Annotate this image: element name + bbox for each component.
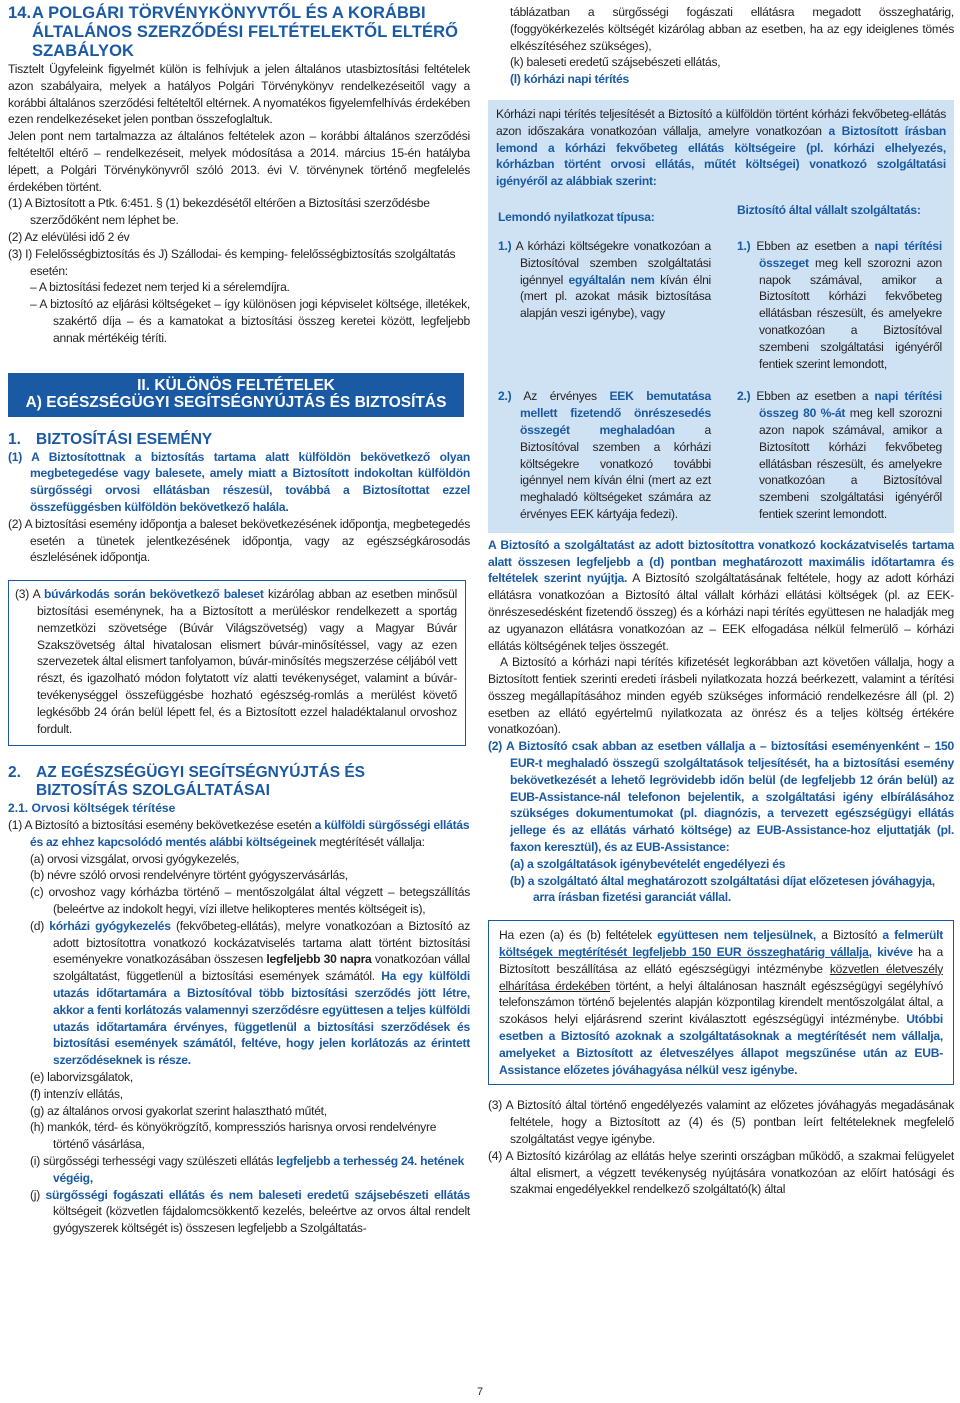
insurer-service-header: Biztosító által vállalt szolgáltatás: [737, 202, 921, 217]
item-j-continuation: táblázatban a sürgősségi fogászati ellátásra megadott összeghatárig, (foggyökérkezelés költségét kizárólag abban az esetben, ha az egy ideiglenes tömés elkészítéséhez szükséges), [510, 5, 954, 53]
assistance-rule-2: (2) A Biztosító csak abban az esetben vállalja a – biztosítási eseményenként – 150 EUR-t meghaladó összegű szolgáltatások teljesítését, ha a biztosítási esemény bekövetkezését a lehető legrövidebb időn belül (de legfeljebb 12 órán belül) az EUB-Assistance-nál telefonon bejelentik, a szolgáltatási igény elbírálásához szükséges dokumentumokat (pl. diagnózis, a tervezett egészségügyi ellátás jellege és az ellátás várható költsége) az EUB-Assistance-hoz eljuttatják (pl. faxon keresztül), és az EUB-Assistance: [488, 739, 954, 855]
cost-item-b: (b) névre szóló orvosi rendelvényre történt gyógyszervásárlás, [30, 868, 348, 883]
table-cell-r1c1 [496, 232, 721, 382]
waiver-table [496, 200, 946, 527]
intro-paragraph-1: Tisztelt Ügyfeleink figyelmét külön is felhívjuk a jelen általános utasbiztosítási feltételek azon szabályaira, melyek a hatályos Polgári Törvénykönyv rendelkezéseitől vagy a korábbi általános szerződési feltételtől eltérnek. A nyomatékos figyelemfelhívás érdekében ezen rendelkezéseket jelen pontban összefoglaltuk. [8, 62, 470, 127]
box2-e: költségek megtérítését legfeljebb 150 EUR összeghatárig vállalja [499, 945, 869, 960]
cost-item-c: (c) orvoshoz vagy kórházba történő – mentőszolgálat által végzett – betegszállítás (beleértve az indokolt hegyi, vízi illetve helikopteres mentés költségeit is), [30, 885, 470, 917]
cost-item-j [8, 1187, 470, 1237]
item-i-b: legfeljebb a terhesség 24. hetének végéig, [53, 1154, 465, 1185]
box2-b: együttesen nem teljesülnek, [657, 928, 816, 943]
medical-costs-a: (1) A Biztosító a biztosítási esemény bekövetkezése esetén [8, 818, 315, 833]
service-1-num: 1.) [737, 238, 751, 253]
item-d-b: kórházi gyógykezelés [49, 918, 171, 933]
service-1 [737, 238, 942, 372]
assistance-rule-2b: (b) a szolgáltató által meghatározott szolgáltatási díjat előzetesen jóváhagyja, arra írásban fizetési garanciát vállal. [510, 873, 935, 905]
section-14-heading [8, 4, 470, 61]
table-row [496, 382, 946, 526]
banner-title: II. KÜLÖNÖS FELTÉTELEK [137, 376, 335, 394]
allowance-conditions-a: A Biztosító a szolgáltatást az adott biztosítottra vonatkozó kockázatviselés tartama alatt összesen legfeljebb a (d) pontban meghatározott maximális időtartamra és feltételek szerint nyújtja. [488, 537, 954, 586]
rule-3-dash-b: – A biztosító az eljárási költségeket – így különösen jogi képviselet költsége, illetékek, szakértő díja – és a kamatokat a biztosítási összeg keretei között, legfeljebb annak mértékéig téríti. [30, 297, 470, 345]
emergency-exception-box [488, 920, 954, 1085]
box2-h: közvetlen életveszély elhárítása érdekében [499, 961, 943, 993]
waiver-type-header: Lemondó nyilatkozat típusa: [498, 209, 655, 224]
left-column [8, 0, 470, 1237]
waiver-1-num: 1.) [498, 238, 512, 253]
section-2-title-line2: BIZTOSÍTÁS SZOLGÁLTATÁSAI [36, 782, 270, 800]
diving-text-a: (3) A [15, 587, 45, 602]
cost-item-l: (l) kórházi napi térítés [510, 72, 629, 87]
section-1-title: BIZTOSÍTÁSI ESEMÉNY [36, 430, 213, 448]
rule-2: (2) Az elévülési idő 2 év [8, 229, 130, 244]
section-14-number: 14. [8, 4, 32, 22]
cost-item-k: (k) baleseti eredetű szájsebészeti ellátás, [510, 55, 721, 70]
service-2 [737, 388, 942, 522]
assistance-rule-2a: (a) a szolgáltatások igénybevételét engedélyezi és [510, 856, 786, 871]
allowance-conditions [488, 537, 954, 655]
section-1-heading [8, 431, 470, 449]
waiver-1-c: kíván élni (mert pl. azokat másik biztosítása alapján veszi igénybe), vagy [520, 272, 711, 321]
allowance-payment: A Biztosító a kórházi napi térítés kifizetését legkorábban azt követően vállalja, hogy a Biztosított fentiek szerinti eredeti írásbeli nyilatkozata hozzá beérkezett, valamint a térítési összeg megállapításához minden egyéb szükséges információ rendelkezésre áll (pl. 2) esetben az ellátó egyértelmű nyilatkozata az önrész és a teljes költség értékére vonatkozóan). [488, 655, 954, 737]
section-1-number: 1. [8, 430, 21, 448]
table-header-row [496, 200, 946, 232]
box2-g: ha a Biztosított beszállítása az ellátó egészségügyi intézménybe [499, 945, 944, 976]
rule-3: (3) I) Felelősségbiztosítás és J) Szállodai- és kemping- felelősségbiztosítás szolgáltatás esetén: [8, 246, 456, 278]
rule-1: (1) A Biztosított a Ptk. 6:451. § (1) bekezdésétől eltérően a Biztosítási szerződésbe szerződőként nem léphet be. [8, 196, 430, 228]
waiver-1 [498, 238, 711, 322]
item-d-e: vonatkozóan vállal szolgáltatást, függetlenül a biztosítási események számától. [53, 952, 470, 984]
table-cell-r2c1 [496, 382, 721, 526]
item-d-a: (d) [30, 918, 50, 933]
box2-f: , kivéve [868, 945, 913, 960]
section-14-title-line1: A POLGÁRI TÖRVÉNYKÖNYVTŐL ÉS A KORÁBBI [32, 4, 426, 22]
medical-costs-c: megtérítését vállalja: [316, 834, 425, 849]
assistance-rule-3: (3) A Biztosító által történő engedélyezés valamint az előzetes jóváhagyás megadásának feltétele, hogy a Biztosított az (4) és (5) pontban leírt feltételeknek megfelelő szolgáltatást vegye igénybe. [488, 1098, 954, 1147]
hospital-daily-allowance-panel [488, 100, 954, 533]
waiver-2-b: EEK bemutatása mellett fizetendő önrészesedés összegét meghaladóan [520, 389, 711, 437]
cost-item-f: (f) intenzív ellátás, [30, 1086, 123, 1101]
page-number: 7 [477, 1386, 484, 1398]
box2-c: a Biztosító [815, 928, 883, 943]
section-14-title-line2: ÁLTALÁNOS SZERZŐDÉSI FELTÉTELEKTŐL ELTÉRŐ [32, 23, 459, 41]
section-2-number: 2. [8, 764, 21, 782]
rule-3-dash-a: – A biztosítási fedezet nem terjed ki a sérelemdíjra. [30, 280, 290, 295]
diving-accident-box [8, 580, 466, 746]
subsection-2-1-title: 2.1. Orvosi költségek térítése [8, 801, 176, 816]
cost-item-e: (e) laborvizsgálatok, [30, 1070, 133, 1085]
emergency-exception-text [499, 927, 943, 1078]
waiver-1-a: A kórházi költségekre vonatkozóan a Biztosítóval szemben szolgáltatási igénnyel [511, 238, 711, 287]
special-conditions-banner [8, 373, 464, 417]
item-d-c: (fekvőbeteg-ellátás), melyre vonatkozóan a Biztosító az adott biztosítottra vonatkozó kockázatviselés tartama alatt történt biztosítási eseményekre vonatkozásában összesen [53, 918, 471, 967]
service-2-num: 2.) [737, 389, 751, 404]
daily-allowance-b: a Biztosított írásban lemond a kórházi fekvőbeteg ellátás költségeire (pl. kórházi elhelyezés, kórházban történt orvosi ellátás, műtét költségei) vonatkozó szolgáltatási igényéről az alábbiak szerint: [496, 123, 946, 189]
cost-item-h: (h) mankók, térd- és könyökrögzítő, kompressziós harisnya orvosi rendelvényre történő vásárlása, [30, 1120, 437, 1152]
diving-text-b: búvárkodás során bekövetkező baleset [44, 587, 264, 602]
service-1-a: Ebben az esetben a [750, 238, 875, 253]
table-header-service [721, 200, 946, 232]
waiver-2-a: Az érvényes [511, 389, 610, 404]
banner-subtitle: A) EGÉSZSÉGÜGYI SEGÍTSÉGNYÚJTÁS ÉS BIZTOSÍTÁS [25, 393, 447, 411]
service-2-c: meg kell szorozni azon napok számával, amikor a Biztosított kórházi fekvőbeteg ellátásban részesült, és amelyekre vonatkozóan a Biztosítóval szembeni szolgáltatási igényéről fentiek szerint lemondott. [759, 406, 942, 521]
waiver-1-b: egyáltalán nem [568, 272, 655, 287]
waiver-2-num: 2.) [498, 389, 512, 404]
box2-a: Ha ezen (a) és (b) feltételek [499, 928, 658, 943]
allowance-conditions-b: A Biztosító szolgáltatásának feltétele, hogy az adott kórházi ellátásra vonatkozóan a Biztosító által vállalt kórházi ellátási költségek (pl. az EEK-önrészesedésként fizetendő összeg) és a kórházi napi térítés együttesen ne haladják meg az ugyanazon ellátásra vonatkozóan az – EEK elfogadása nélkül felmerülő – kórházi ellátás költségének teljes összegét. [488, 571, 954, 653]
event-definition-1: (1) A Biztosítottnak a biztosítás tartama alatt külföldön bekövetkező olyan megbetegedése vagy balesete, amely miatt a Biztosított indokoltan külföldön sürgősségi orvosi ellátásban részesül, továbbá a Biztosítottat ezzel összefüggésben külföldön bekövetkező halála. [8, 449, 470, 514]
service-2-a: Ebben az esetben a [750, 389, 875, 404]
assistance-rule-4: (4) A Biztosító kizárólag az ellátás helye szerinti országban működő, a szakmai felügyelet által elismert, a végzett tevékenység nyújtására vonatkozóan az előírt hatósági és szakmai engedélyekkel rendelkező szolgáltató(k) által [488, 1148, 954, 1197]
medical-costs-b: a külföldi sürgősségi ellátás és az ehhez kapcsolódó mentés alábbi költségeinek [30, 818, 470, 849]
service-1-b: napi térítési összeget [759, 238, 942, 270]
cost-item-i [8, 1153, 470, 1187]
table-cell-r2c2 [721, 382, 946, 526]
right-column [488, 0, 954, 1198]
daily-allowance-a: Kórházi napi térítés teljesítését a Biztosító a külföldön történt kórházi fekvőbeteg-ellátás azon időszakára vonatkozóan vállalja, amelyre vonatkozóan [496, 106, 946, 138]
medical-costs-intro [8, 817, 470, 851]
diving-accident-text [15, 586, 457, 737]
waiver-2 [498, 388, 711, 522]
section-2-title-line1: AZ EGÉSZSÉGÜGYI SEGÍTSÉGNYÚJTÁS ÉS [36, 764, 366, 782]
waiver-2-c: a Biztosítóval szemben a kórházi költségekre vonatkozó további igénnyel nem kíván élni (mert az ezt meghaladó költségeket számára az érvényes EEK kártyája fedezi). [520, 422, 711, 521]
intro-paragraph-2: Jelen pont nem tartalmazza az általános feltételek azon – korábbi általános szerződési feltételtől eltérő – rendelkezéseit, melyek módosítása a 2014. március 15-én hatályba lépett, a Polgári Törvénykönyvről szóló 2013. évi V. törvénynek történő megfelelés érdekében történt. [8, 129, 470, 194]
item-i-a: (i) sürgősségi terhességi vagy szülészeti ellátás [30, 1154, 277, 1169]
diving-text-c: kizárólag abban az esetben minősül biztosítási eseménynek, ha a Biztosított a merüléskor rendelkezett a sportág nemzetközi szövetsége (Búvár Világszövetség) vagy a Magyar Búvár Szakszövetség által hivatalosan elismert búvár-minősítéssel, vagy az ezen szervezetek által elismert tanfolyamon, búvár-minősítés megszerzése céljából vett részt, és igazolható módon folytatott víz alatti tevékenységet, valamint a búvár-tevékenységgel összefüggésbe hozható egészség-romlás a merülést követő legkésőbb 24 órán belül lépett fel, és a Biztosított ezzel haladéktalanul orvoshoz fordult. [37, 587, 458, 736]
item-j-b: sürgősségi fogászati ellátás és nem baleseti eredetű szájsebészeti ellátás [45, 1187, 470, 1202]
item-d-d: legfeljebb 30 napra [266, 952, 372, 967]
table-row [496, 232, 946, 382]
daily-allowance-text [496, 106, 946, 190]
item-j-c: költségeit (közvetlen fájdalomcsökkentő kezelés, beleértve az orvos által rendelt gyógyszerek költségét is) összesen legfeljebb a Szolgáltatás- [53, 1204, 470, 1236]
service-1-c: meg kell szorozni azon napok számával, amikor a Biztosított kórházi fekvőbeteg ellátásban részesült, és amelyekre vonatkozóan a Biztosítóval szembeni szolgáltatási igényéről fentiek szerint lemondott, [759, 255, 942, 371]
section-2-heading [8, 764, 470, 800]
cost-item-g: (g) az általános orvosi gyakorlat szerint halasztható műtét, [30, 1103, 327, 1118]
table-cell-r1c2 [721, 232, 946, 382]
cost-item-d [8, 918, 470, 1069]
cost-item-a: (a) orvosi vizsgálat, orvosi gyógykezelés, [30, 851, 240, 866]
section-14-title-line3: SZABÁLYOK [32, 42, 135, 60]
event-definition-2: (2) A biztosítási esemény időpontja a baleset bekövetkezésének időpontja, megbetegedés esetén a tünetek jelentkezésének időpontja, vagy az egészségkárosodás észlelésének időpontja. [8, 516, 470, 565]
table-header-waiver [496, 200, 721, 232]
item-d-f: Ha egy külföldi utazás időtartamára a Biztosítóval több biztosítási szerződés jött létre, akkor a fenti korlátozás valamennyi szerződésre együttesen a teljes külföldi utazás időtartamára érvényes, függetlenül a biztosítási szerződések és biztosítási események számától, feltéve, hogy jelen korlátozás az érintett szerződéseknek is része. [53, 969, 470, 1068]
box2-d: a felmerült [882, 928, 943, 943]
service-2-b: napi térítési összeg 80 %-át [759, 389, 942, 421]
box2-j: Utóbbi esetben a Biztosító azoknak a szolgáltatásoknak a megtérítését nem vállalja, amelyeket a Biztosított az életveszélyes állapot megszűnése után az EUB-Assistance előzetes jóváhagyása nélkül vesz igénybe. [499, 1012, 943, 1077]
item-j-a: (j) [30, 1187, 46, 1202]
box2-i: történt, a helyi általánosan használt egészségügyi segélyhívó telefonszámon történő bejelentés alapján központilag kirendelt mentőszolgálat által, a szokásos helyi eljárásrend szerint kiválasztott egészségügyi intézménybe. [499, 978, 943, 1027]
